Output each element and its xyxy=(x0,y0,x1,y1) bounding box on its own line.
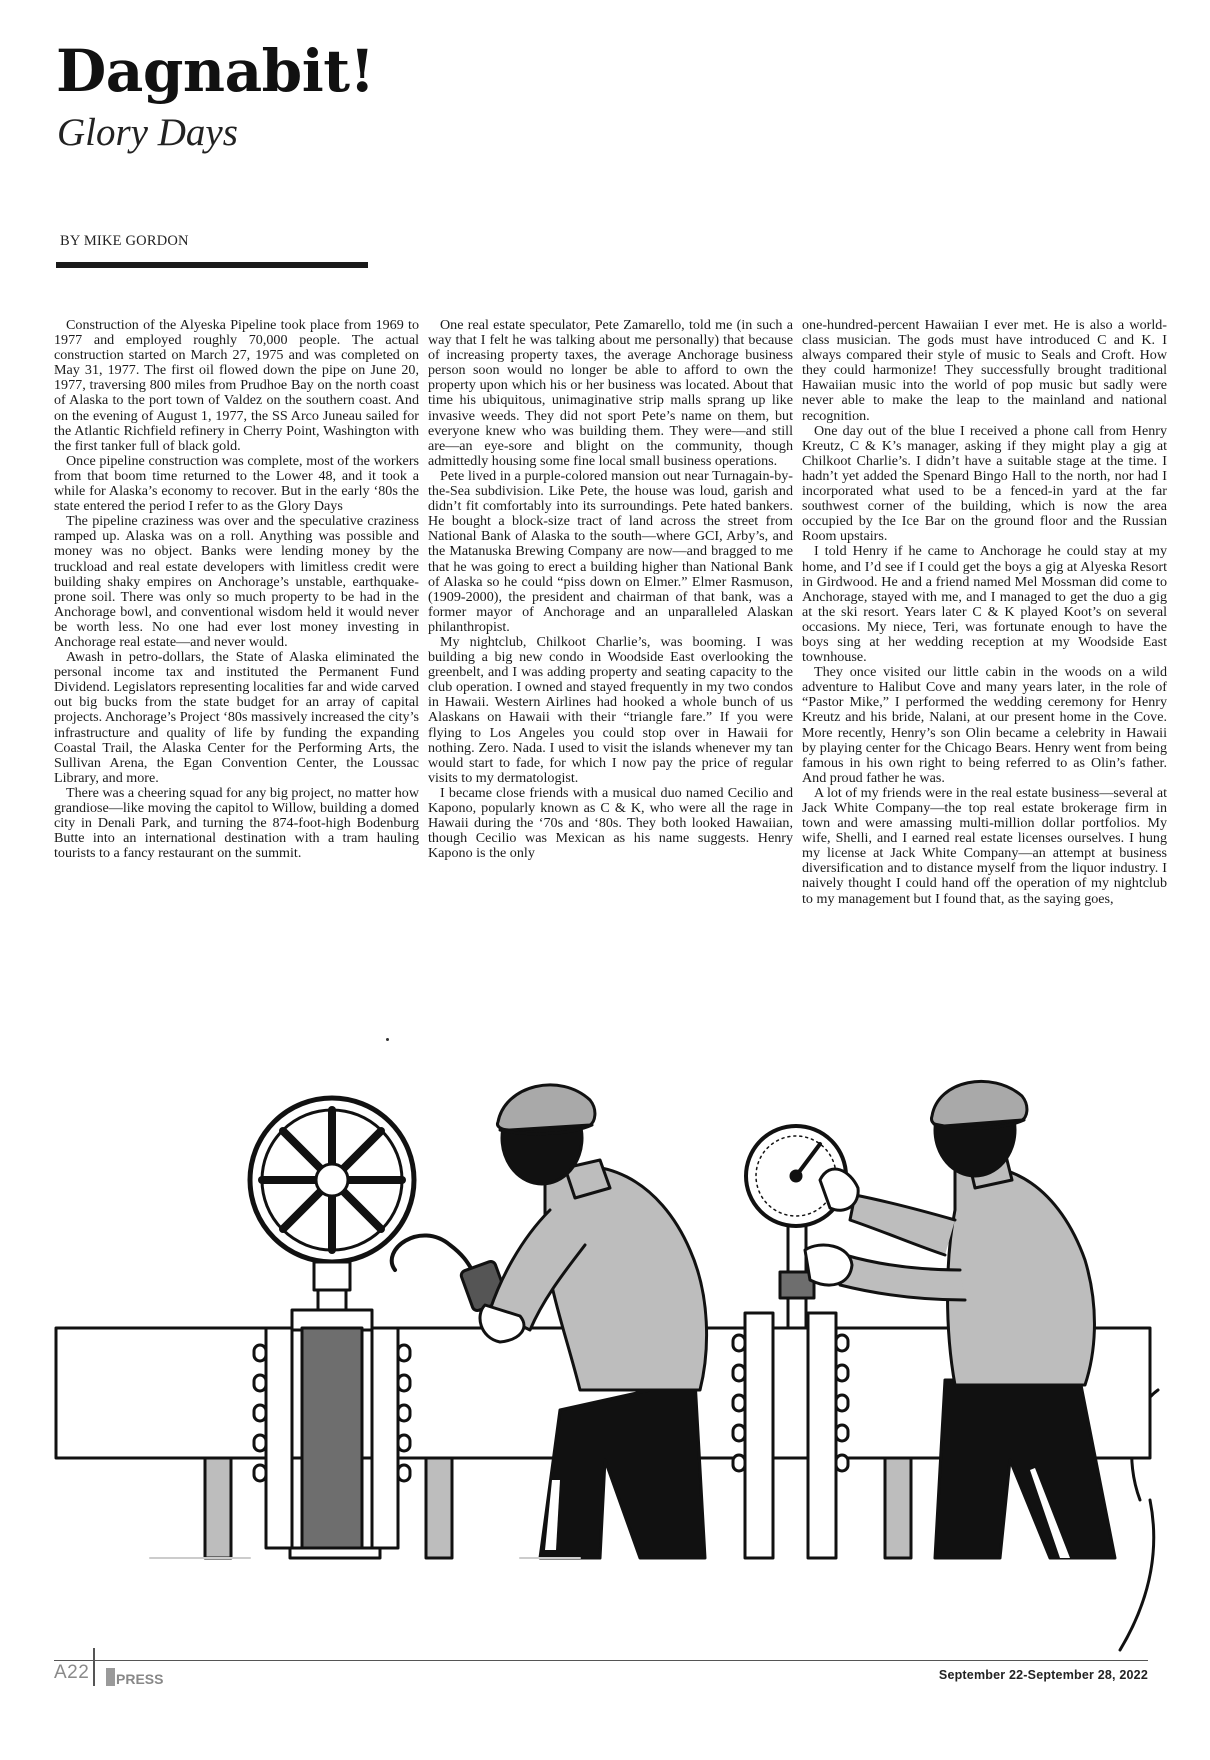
article-column-3 xyxy=(802,318,1167,907)
worker-right-hand-lower xyxy=(805,1245,852,1285)
worker-right-arm-lower xyxy=(840,1255,965,1300)
headline: Dagnabit! xyxy=(56,37,375,105)
gauge-flange-left xyxy=(745,1313,773,1558)
paragraph: They once visited our little cabin in the woods on a wild adventure to Halibut Cove and many years later, in the role of “Pastor Mike,” I performed the wedding ceremony for Henry Kreutz and his bride, Nalani, at our present home in the Cove. More recently, Henry’s son Olin became a celebrity in Hawaii by playing center for the Chicago Bears. Henry went from being famous in his own right to being referred to as Olin’s father. And proud father he was. xyxy=(802,664,1167,786)
paragraph: My nightclub, Chilkoot Charlie’s, was booming. I was building a big new condo in Woodside East overlooking the greenbelt, and I was adding property and seating capacity to the club operation. I owned and stayed frequently in my two condos in Hawaii. Western Airlines had hooked a whole bunch of us Alaskans on Hawaii with their “triangle fare.” If you were flying to Los Angeles you could stop over in Hawaii for nothing. Zero. Nada. I used to visit the islands whenever my tan would start to fade, for which I now pay the price of regular visits to my dermatologist. xyxy=(428,633,793,786)
valve-hub xyxy=(316,1164,348,1196)
pipe-support xyxy=(205,1458,231,1558)
paragraph: Once pipeline construction was complete, most of the workers from that boom time returned to the Lower 48, and it took a while for Alaska’s economy to recover. But in the early ‘80s the state entered the period I refer to as the Glory Days xyxy=(54,452,419,515)
valve-stem xyxy=(314,1262,350,1290)
pipeline-workers-illustration xyxy=(0,1080,1210,1660)
worker-right xyxy=(805,1081,1115,1558)
paragraph: The pipeline craziness was over and the speculative craziness ramped up. Alaska was on a roll. Anything was possible and money was no object. Banks were lending money by the truckload and real estate developers with limitless credit were building shaky empires on Anchorage’s unstable, earthquake-prone soil. There was only so much property to be had in the Anchorage bowl, and conventional wisdom held it would never be worth less. No one had ever lost money investing in Anchorage real estate—and never would. xyxy=(54,513,419,650)
valve-stem xyxy=(318,1290,346,1310)
worker-right-arm-upper xyxy=(850,1195,955,1255)
article-column-2 xyxy=(428,318,793,861)
valve-body xyxy=(302,1328,362,1548)
pipe-support xyxy=(426,1458,452,1558)
article-column-1 xyxy=(54,318,419,861)
footer-rule xyxy=(54,1660,1148,1661)
paragraph: one-hundred-percent Hawaiian I ever met. He is also a world-class musician. The gods must have introduced C and K. I always compared their style of music to Seals and Croft. How they could harmonize! They successfully brought traditional Hawaiian music into the world of pop music but sadly were never able to make the leap to the mainland and national recognition. xyxy=(802,317,1167,424)
publication-logo xyxy=(106,1662,164,1690)
worker-right-torso xyxy=(948,1167,1095,1385)
valve-flange-left xyxy=(266,1328,292,1548)
paragraph: Pete lived in a purple-colored mansion out near Turnagain-by-the-Sea subdivision. Like Pete, the house was loud, garish and didn’t fit comfortably into its surroundings. Pete hated bankers. He bought a block-size tract of land across the street from National Bank of Alaska to the south—where GCI, Arby’s, and the Matanuska Brewing Company are now—and bragged to me that he was going to erect a building higher than National Bank of Alaska so he could “piss down on Elmer.” Elmer Rasmuson, (1909-2000), the president and chairman of that bank, was a former mayor of Anchorage and an unparalleled Alaskan philanthropist. xyxy=(428,467,793,635)
worker-right-cap xyxy=(932,1081,1027,1126)
paragraph: Awash in petro-dollars, the State of Alaska eliminated the personal income tax and instituted the Permanent Fund Dividend. Legislators representing localities far and wide carved out big bucks from the state budget for an array of capital projects. Anchorage’s Project ‘80s massively increased the city’s infrastructure and quality of life by funding the expanding Coastal Trail, the Alaska Center for the Performing Arts, the Sullivan Arena, the Egan Convention Center, the Loussac Library, and more. xyxy=(54,649,419,786)
subhead: Glory Days xyxy=(57,111,238,154)
paragraph: I became close friends with a musical duo named Cecilio and Kapono, popularly known as C & K, who were all the rage in Hawaii during the ‘70s and ‘80s. They both looked Hawaiian, though Cecilio was Mexican as his name suggests. Henry Kapono is the only xyxy=(428,784,793,862)
gauge-flange-right xyxy=(808,1313,836,1558)
valve-base xyxy=(290,1548,380,1558)
background-pipe-curve xyxy=(1120,1500,1154,1650)
paragraph: Construction of the Alyeska Pipeline took place from 1969 to 1977 and employed roughly 70,000 people. The actual construction started on March 27, 1975 and was completed on May 31, 1977. The first oil flowed down the pipe on June 20, 1977, traversing 800 miles from Prudhoe Bay on the north coast of Alaska to the port town of Valdez on the southern coast. And on the evening of August 1, 1977, the SS Arco Juneau sailed for the Atlantic Richfield refinery in Cherry Point, Washington with the first tanker full of black gold. xyxy=(54,317,419,454)
valve-flange-right xyxy=(372,1328,398,1548)
page-number: A22 xyxy=(54,1662,90,1683)
paragraph: One real estate speculator, Pete Zamarello, told me (in such a way that I felt he was talking about me personally) that because of increasing property taxes, the average Anchorage business person soon would no longer be able to afford to own the property upon which his or her business was located. About that time his ubiquitous, unimaginative strip malls sprang up like invasive weeds. They did not sport Pete’s name on them, but everyone knew who was building them. They were—and still are—an eye-sore and blight on the community, though admittedly housing some fine local small business operations. xyxy=(428,317,793,469)
paragraph: One day out of the blue I received a phone call from Henry Kreutz, C & K’s manager, asking if they might play a gig at Chilkoot Charlie’s. I didn’t have a suitable stage at the time. I hadn’t yet added the Spenard Bingo Hall to the north, nor had I incorporated what used to be a fenced-in yard at the far southwest corner of the building, which is now the area occupied by the Ice Bar on the ground floor and the Russian Room upstairs. xyxy=(802,422,1167,545)
worker-left-cap xyxy=(498,1085,595,1130)
worker-left xyxy=(480,1085,707,1558)
paragraph: A lot of my friends were in the real estate business—several at Jack White Company—the top real estate brokerage firm in town and were amassing multi-million dollar portfolios. My wife, Shelli, and I earned real estate licenses ourselves. I hung my license at Jack White Company—an attempt at business diversification and to distance myself from the liquor industry. I naively thought I could hand off the operation of my nightclub to my management but I found that, as the saying goes, xyxy=(802,784,1167,907)
issue-date: September 22-September 28, 2022 xyxy=(938,1668,1148,1682)
paragraph: I told Henry if he came to Anchorage he could stay at my home, and I’d see if I could get the boys a gig at Alyeska Resort in Girdwood. He and a friend named Mel Mossman did come to Anchorage, stayed with me, and I managed to get the duo a gig at the ski resort. Years later C & K played Koot’s on several occasions. My niece, Teri, was fortunate enough to have the boys sing at her wedding reception at my Woodside East townhouse. xyxy=(802,543,1167,666)
byline: BY MIKE GORDON xyxy=(60,233,189,249)
byline-rule xyxy=(56,262,368,268)
footer-divider xyxy=(93,1648,95,1686)
stray-dot xyxy=(386,1038,389,1041)
pipe-support xyxy=(885,1458,911,1558)
paragraph: There was a cheering squad for any big project, no matter how grandiose—like moving the capitol to Willow, building a domed city in Denali Park, and turning the 874-foot-high Bodenburg Butte into an international destination with a tram hauling tourists to a fancy restaurant on the summit. xyxy=(54,784,419,862)
publication-logo-text: PRESS xyxy=(116,1671,164,1687)
